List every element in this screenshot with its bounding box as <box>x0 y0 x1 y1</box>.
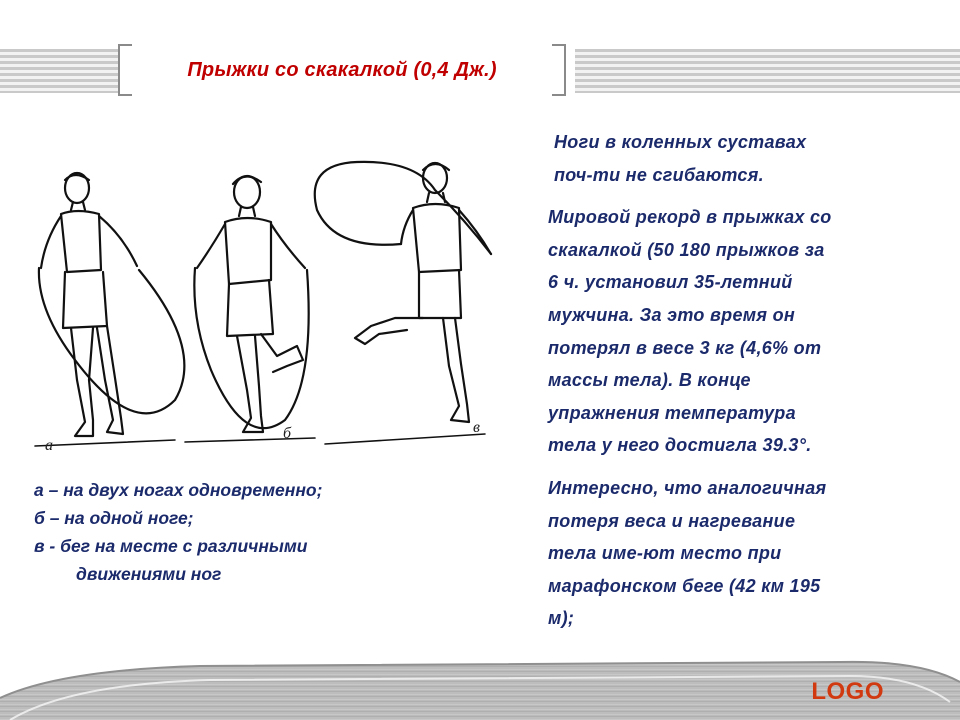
title-bracket-right <box>552 44 566 96</box>
paragraph-knees: Ноги в коленных суставах поч-ти не сгибаются. <box>554 132 807 185</box>
figure-label-b: б <box>283 425 292 442</box>
figure-label-c: в <box>473 419 480 436</box>
slide-title: Прыжки со скакалкой (0,4 Дж.) <box>187 58 497 81</box>
caption-line-a: а – на двух ногах одновременно; <box>34 480 323 500</box>
title-frame <box>118 44 566 96</box>
figure-b-one-foot <box>194 176 308 432</box>
caption-line-c: в - бег на месте с различными <box>34 536 308 556</box>
logo-text: LOGO <box>811 678 884 705</box>
figure-c-running <box>315 162 491 422</box>
jump-rope-illustration <box>15 150 515 468</box>
title-bracket-left <box>118 44 132 96</box>
caption-line-c-continuation: движениями ног <box>76 564 222 584</box>
caption-line-b: б – на одной ноге; <box>34 508 194 528</box>
header-stripes-left <box>0 49 118 93</box>
figure-a-two-feet <box>39 173 184 436</box>
figure-label-a: а <box>45 437 53 454</box>
paragraph-world-record: Мировой рекорд в прыжках со скакалкой (50 180 прыжков за 6 ч. установил 35-летний мужчина. За это время он потерял в весе 3 кг (4,6% от массы тела). В конце упражнения температура тела у него достигла 39.3°. <box>548 207 832 456</box>
paragraph-marathon: Интересно, что аналогичная потеря веса и нагревание тела име-ют место при марафонском беге (42 км 195 м); <box>548 477 827 629</box>
header-stripes-right <box>575 49 960 93</box>
body-text <box>548 126 933 645</box>
figure-caption <box>34 476 494 588</box>
